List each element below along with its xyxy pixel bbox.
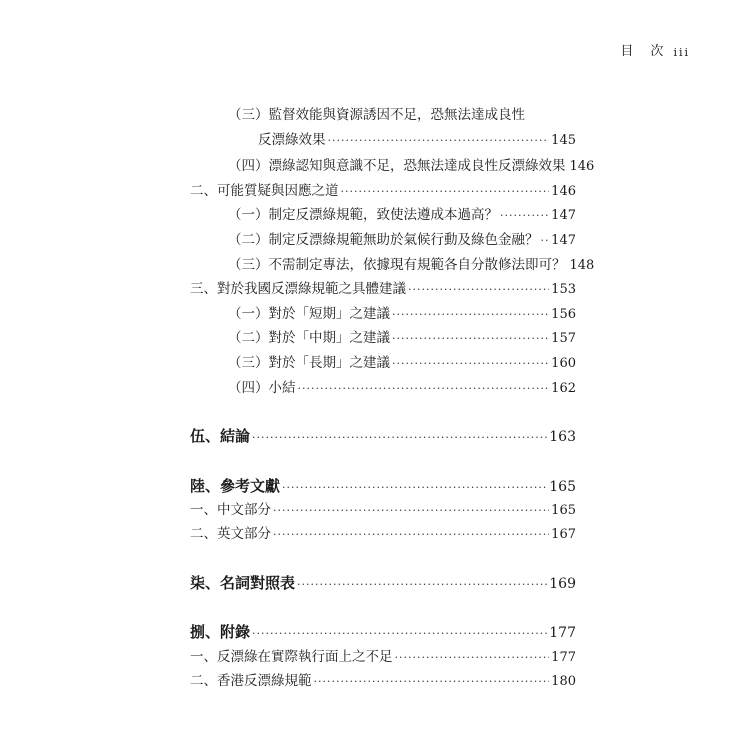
dot-leader [392,354,549,374]
toc-entry-page: 165 [549,479,576,495]
toc-entry[interactable] [258,130,576,150]
toc-entry-label: （三）不需制定專法，依據現有規範各自分散修法即可？ [228,257,566,273]
dot-leader [392,329,549,349]
toc-entry[interactable] [228,378,576,398]
toc-entry[interactable] [228,353,576,373]
toc-entry-page: 162 [551,381,576,396]
toc-entry[interactable] [190,671,576,691]
dot-leader [298,379,550,399]
dot-leader [395,648,550,668]
toc-entry-page: 147 [551,233,576,248]
toc-entry[interactable] [228,105,576,125]
toc-entry[interactable] [228,328,576,348]
toc-chapter[interactable] [190,622,576,642]
toc-entry-label: （一）制定反漂綠規範，致使法遵成本過高？ [228,207,498,223]
dot-leader [252,428,547,448]
toc-entry-label: （一）對於「短期」之建議 [228,306,390,322]
toc-entry-label: （二）制定反漂綠規範無助於氣候行動及綠色金融？ [228,232,539,248]
dot-leader [392,305,549,325]
toc-entry[interactable] [190,647,576,667]
toc-entry-label: 二、香港反漂綠規範 [190,673,312,689]
toc-chapter[interactable] [190,426,576,446]
dot-leader [341,182,550,202]
toc-entry-page: 156 [551,307,576,322]
toc-entry-page: 163 [549,429,576,445]
toc-entry[interactable] [190,524,576,544]
toc-entry[interactable] [228,205,576,225]
dot-leader [314,672,550,692]
dot-leader [282,478,547,498]
toc-entry-label: （四）小結 [228,380,296,396]
dot-leader [408,280,549,300]
toc-entry-label: （四）漂綠認知與意識不足，恐無法達成良性反漂綠效果 [228,158,566,174]
toc-entry[interactable] [190,181,576,201]
dot-leader [252,624,547,644]
toc-entry-page: 160 [551,356,576,371]
toc-entry-page: 177 [549,625,576,641]
toc-entry-label: （二）對於「中期」之建議 [228,330,390,346]
toc-entry-label: 陸、參考文獻 [190,477,281,495]
toc-entry-label: 伍、結論 [190,427,251,445]
toc-entry-page: 146 [551,184,576,199]
header-title: 目 次 [620,44,666,59]
dot-leader [328,131,550,151]
dot-leader [297,575,547,595]
toc-entry-label: 捌、附錄 [190,623,251,641]
toc-entry-page: 146 [569,159,595,174]
toc-entry-label: 反漂綠效果 [258,132,326,148]
toc-entry-page: 148 [569,258,595,273]
toc-entry-page: 167 [551,527,576,542]
toc-entry-page: 153 [551,282,576,297]
dot-leader [273,501,549,521]
toc-entry-label: 二、英文部分 [190,526,271,542]
toc-entry[interactable] [228,230,576,250]
toc-entry-label: 二、可能質疑與因應之道 [190,183,339,199]
toc-entry-page: 157 [551,331,576,346]
toc-entry-page: 169 [549,576,576,592]
toc-entry[interactable] [228,304,576,324]
toc-entry-label: （三）監督效能與資源誘因不足，恐無法達成良性 [228,107,525,123]
toc-entry[interactable] [190,500,576,520]
toc-entry-label: 一、中文部分 [190,502,271,518]
toc-entry-label: 柒、名詞對照表 [190,574,296,592]
toc-entry-page: 180 [551,674,576,689]
toc-chapter[interactable] [190,476,576,496]
toc-chapter[interactable] [190,573,576,593]
toc-entry-page: 145 [551,133,576,148]
toc-entry[interactable] [190,279,576,299]
toc-entry-label: （三）對於「長期」之建議 [228,355,390,371]
toc-entry-page: 147 [551,208,576,223]
dot-leader [500,206,549,226]
toc-entry[interactable] [228,255,595,275]
toc-entry-label: 一、反漂綠在實際執行面上之不足 [190,649,393,665]
dot-leader [541,231,550,251]
toc-entry-page: 165 [551,503,576,518]
dot-leader [273,525,549,545]
toc-entry-label: 三、對於我國反漂綠規範之具體建議 [190,281,406,297]
header-page-number: iii [673,46,690,59]
toc-entry[interactable] [228,156,595,176]
toc-entry-page: 177 [551,650,576,665]
